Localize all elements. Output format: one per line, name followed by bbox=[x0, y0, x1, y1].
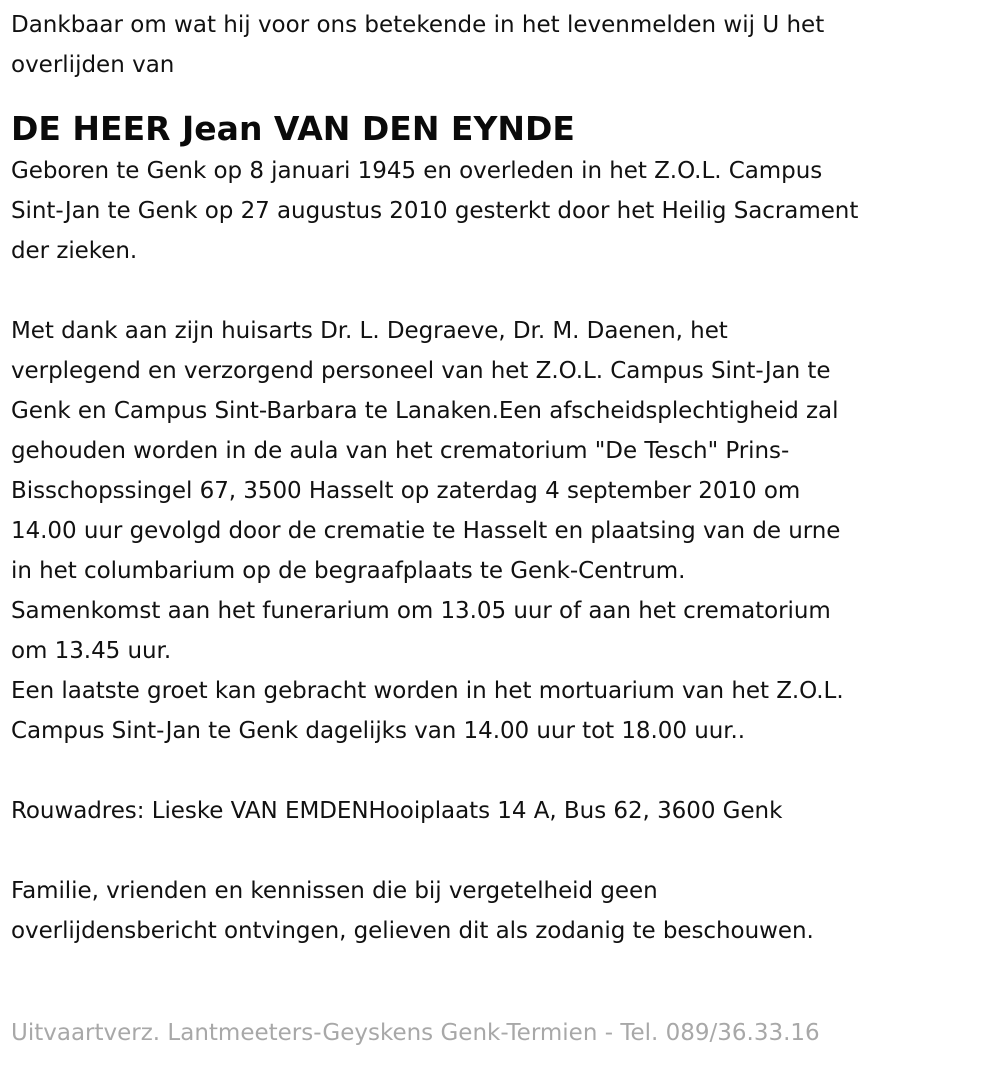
mourning-address bbox=[11, 791, 991, 831]
ceremony-line: Samenkomst aan het funerarium om 13.05 uur of aan het crematorium bbox=[11, 598, 831, 624]
ceremony-line: in het columbarium op de begraafplaats te Genk-Centrum. bbox=[11, 558, 686, 584]
ceremony-line: om 13.45 uur. bbox=[11, 638, 172, 664]
birth-death-line: Sint-Jan te Genk op 27 augustus 2010 gesterkt door het Heilig Sacrament bbox=[11, 198, 859, 224]
ceremony-line: verplegend en verzorgend personeel van het Z.O.L. Campus Sint-Jan te bbox=[11, 358, 831, 384]
intro-paragraph bbox=[11, 5, 986, 85]
birth-death-line: der zieken. bbox=[11, 238, 138, 264]
ceremony-line: Een laatste groet kan gebracht worden in het mortuarium van het Z.O.L. bbox=[11, 678, 844, 704]
ceremony-line: gehouden worden in de aula van het crematorium "De Tesch" Prins- bbox=[11, 438, 790, 464]
ceremony-line: Genk en Campus Sint-Barbara te Lanaken.Een afscheidsplechtigheid zal bbox=[11, 398, 839, 424]
funeral-home-footer: Uitvaartverz. Lantmeeters-Geyskens Genk-Termien - Tel. 089/36.33.16 bbox=[11, 1020, 820, 1046]
birth-death-paragraph bbox=[11, 151, 991, 271]
closing-line: Familie, vrienden en kennissen die bij vergetelheid geen bbox=[11, 878, 658, 904]
paragraph-spacer bbox=[11, 271, 990, 311]
paragraph-spacer bbox=[11, 831, 990, 871]
ceremony-line: Met dank aan zijn huisarts Dr. L. Degraeve, Dr. M. Daenen, het bbox=[11, 318, 728, 344]
ceremony-line: Bisschopssingel 67, 3500 Hasselt op zaterdag 4 september 2010 om bbox=[11, 478, 801, 504]
closing-paragraph bbox=[11, 871, 991, 951]
intro-line: overlijden van bbox=[11, 52, 175, 78]
birth-death-line: Geboren te Genk op 8 januari 1945 en overleden in het Z.O.L. Campus bbox=[11, 158, 823, 184]
address-line: Rouwadres: Lieske VAN EMDENHooiplaats 14 A, Bus 62, 3600 Genk bbox=[11, 798, 783, 824]
paragraph-spacer bbox=[11, 751, 990, 791]
thanks-ceremony-paragraph bbox=[11, 311, 991, 751]
ceremony-line: Campus Sint-Jan te Genk dagelijks van 14.00 uur tot 18.00 uur.. bbox=[11, 718, 746, 744]
intro-line: Dankbaar om wat hij voor ons betekende in het levenmelden wij U het bbox=[11, 12, 825, 38]
deceased-name-heading: DE HEER Jean VAN DEN EYNDE bbox=[11, 109, 575, 148]
closing-line: overlijdensbericht ontvingen, gelieven dit als zodanig te beschouwen. bbox=[11, 918, 814, 944]
ceremony-line: 14.00 uur gevolgd door de crematie te Hasselt en plaatsing van de urne bbox=[11, 518, 841, 544]
